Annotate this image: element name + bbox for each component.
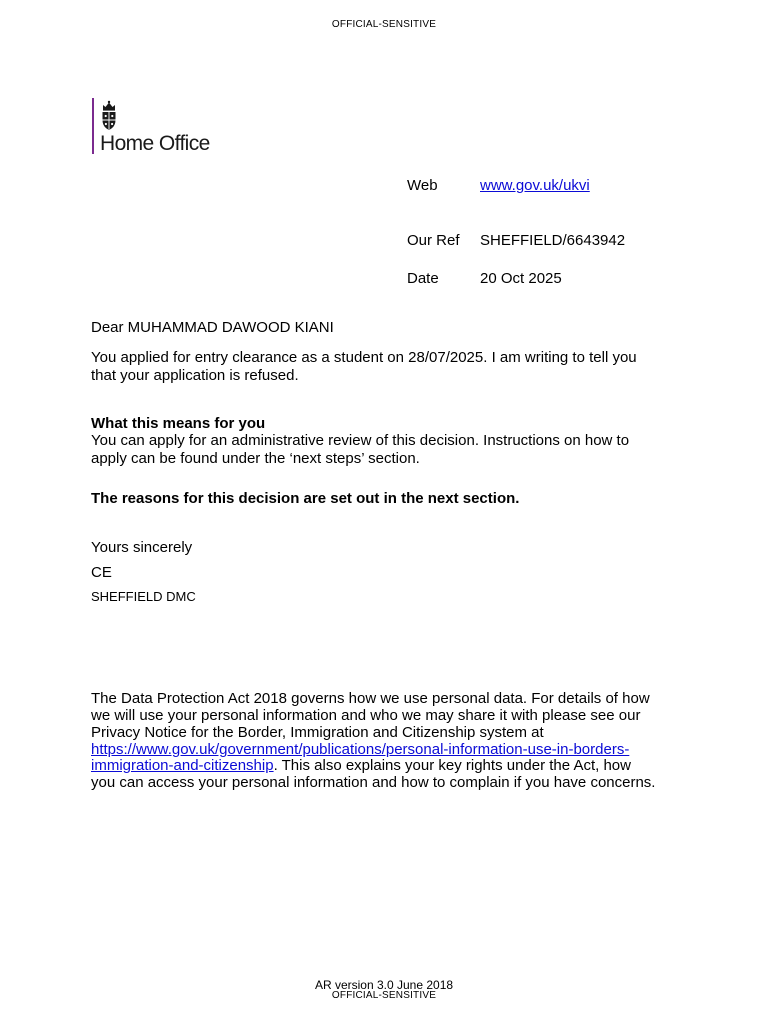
classification-footer: OFFICIAL-SENSITIVE (331, 990, 437, 1001)
logo-bar (92, 98, 94, 154)
data-protection-line-link (91, 741, 691, 758)
home-office-logo (92, 98, 252, 158)
reasons-statement: The reasons for this decision are set out in the next section. (91, 490, 520, 507)
closing: Yours sincerely (91, 539, 193, 556)
web-link[interactable]: www.gov.uk/ukvi (480, 177, 590, 194)
salutation: Dear MUHAMMAD DAWOOD KIANI (91, 319, 334, 336)
means-line-2: apply can be found under the ‘next steps’ section. (91, 450, 420, 467)
royal-crest-icon (99, 100, 119, 132)
data-protection-line-4-text: . This also explains your key rights under the Act, how (273, 757, 631, 774)
privacy-notice-link-part-2[interactable]: immigration-and-citizenship (91, 757, 274, 774)
data-protection-line-2: we will use your personal information and who we may share it with please see our (91, 707, 641, 724)
logo-text: Home Office (100, 132, 210, 155)
data-protection-line-3: Privacy Notice for the Border, Immigration and Citizenship system at (91, 724, 544, 741)
data-protection-line-4 (91, 757, 691, 774)
our-ref-value: SHEFFIELD/6643942 (480, 232, 626, 249)
signature: CE (91, 564, 112, 581)
classification-header: OFFICIAL-SENSITIVE (331, 19, 437, 30)
office-name: SHEFFIELD DMC (91, 589, 196, 604)
data-protection-line-5: you can access your personal information and how to complain if you have concerns. (91, 774, 656, 791)
date-label: Date (407, 270, 439, 287)
means-line-1: You can apply for an administrative review of this decision. Instructions on how to (91, 432, 630, 449)
intro-line-2: that your application is refused. (91, 367, 299, 384)
our-ref-label: Our Ref (407, 232, 460, 249)
intro-line-1: You applied for entry clearance as a student on 28/07/2025. I am writing to tell you (91, 349, 637, 366)
means-heading: What this means for you (91, 415, 266, 432)
web-label: Web (407, 177, 438, 194)
privacy-notice-link-part-1[interactable]: https://www.gov.uk/government/publications/personal-information-use-in-borders- (91, 741, 630, 758)
data-protection-line-1: The Data Protection Act 2018 governs how we use personal data. For details of how (91, 690, 650, 707)
date-value: 20 Oct 2025 (480, 270, 562, 287)
form-version: AR version 3.0 June 2018 (314, 978, 454, 992)
